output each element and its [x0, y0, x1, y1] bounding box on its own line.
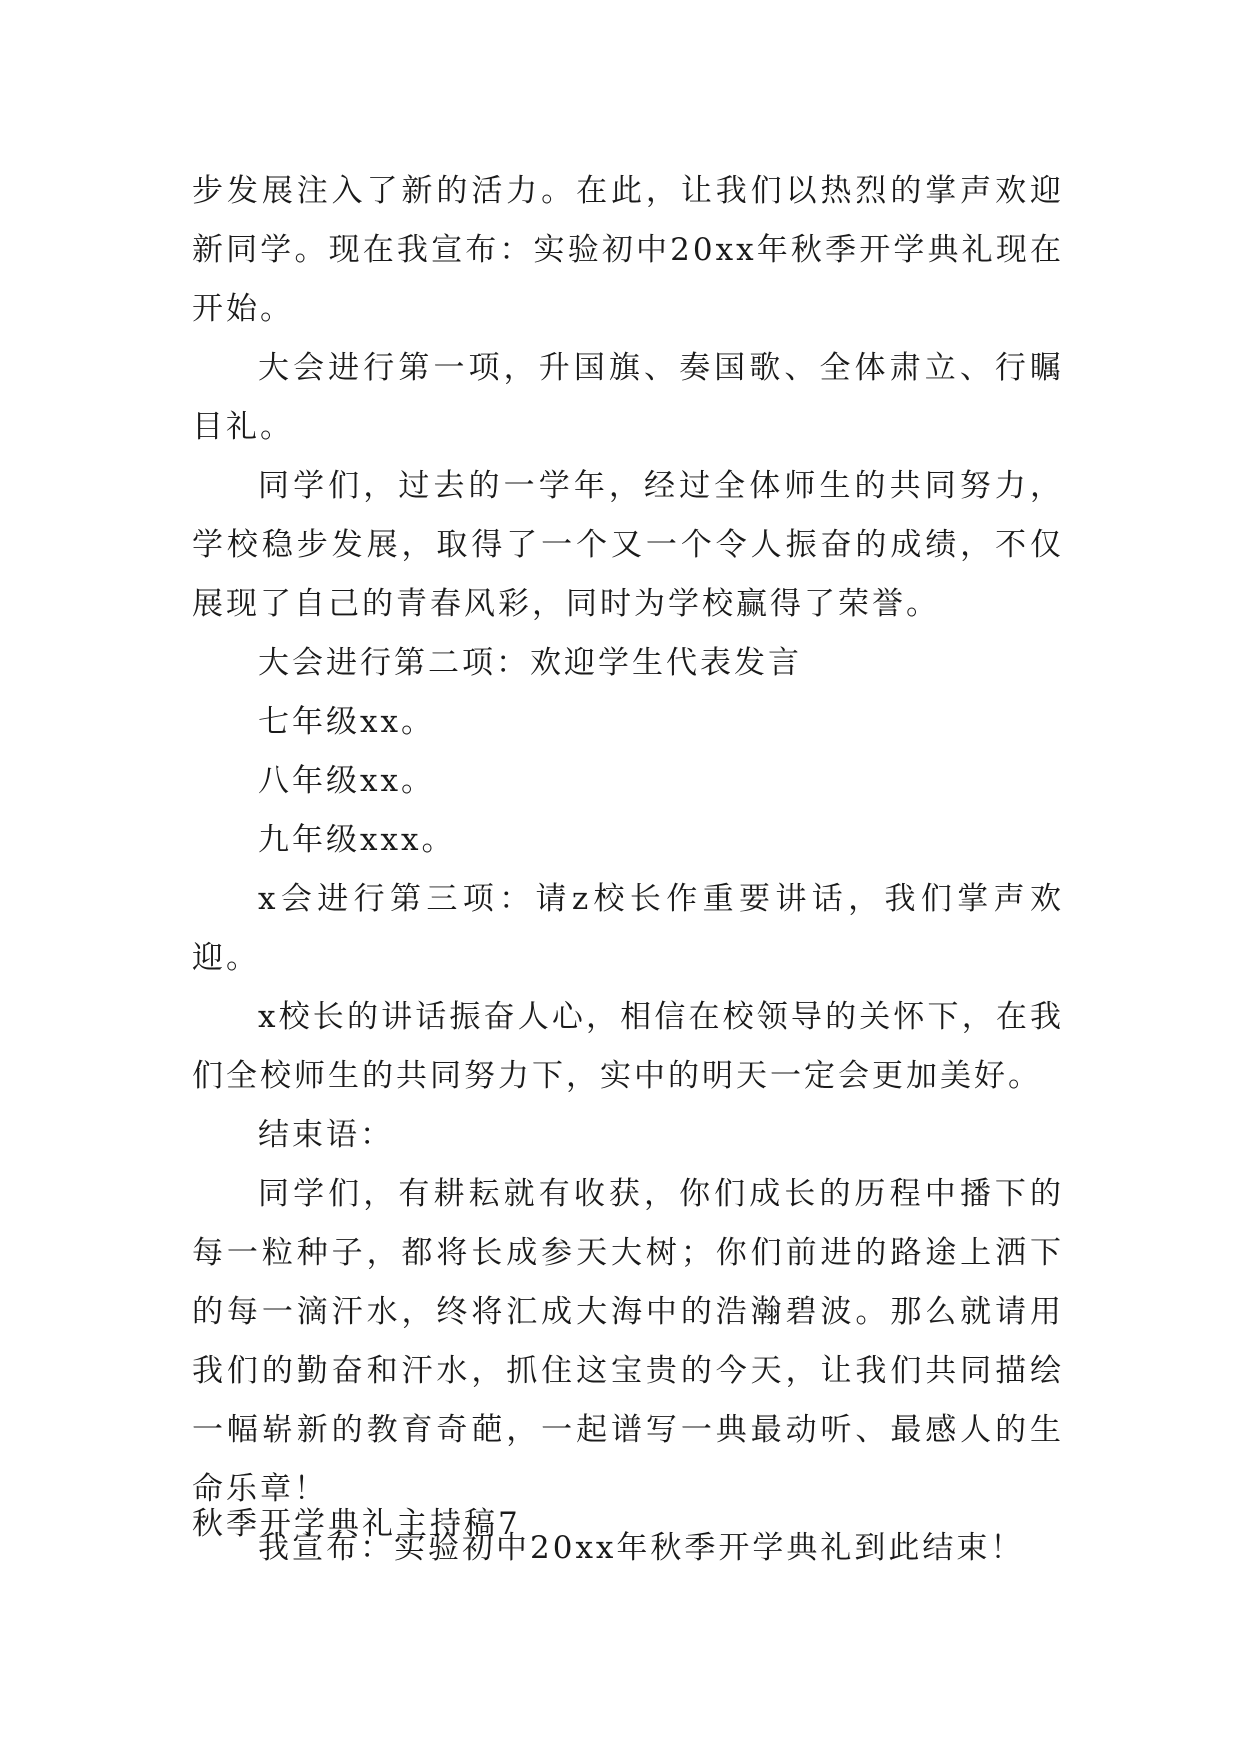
paragraph-principal-speech: x会进行第三项：请z校长作重要讲话，我们掌声欢迎。	[192, 881, 1064, 976]
paragraph-student-speech: 大会进行第二项：欢迎学生代表发言	[258, 645, 802, 681]
paragraph-principal-response: x校长的讲话振奋人心，相信在校领导的关怀下，在我们全校师生的共同努力下，实中的明天一定会更加美好。	[192, 999, 1064, 1094]
paragraph-achievements: 同学们，过去的一学年，经过全体师生的共同努力，学校稳步发展，取得了一个又一个令人振奋的成绩，不仅展现了自己的青春风彩，同时为学校赢得了荣誉。	[192, 468, 1064, 622]
section-title: 秋季开学典礼主持稿7	[192, 1506, 521, 1542]
paragraph-closing-label: 结束语：	[258, 1117, 394, 1153]
paragraph-grade-nine: 九年级xxx。	[258, 822, 456, 858]
paragraph-closing-remarks: 同学们，有耕耘就有收获，你们成长的历程中播下的每一粒种子，都将长成参天大树；你们前进的路途上洒下的每一滴汗水，终将汇成大海中的浩瀚碧波。那么就请用我们的勤奋和汗水，抓住这宝贵的今天，让我们共同描绘一幅崭新的教育奇葩，一起谱写一典最动听、最感人的生命乐章！	[192, 1176, 1064, 1507]
paragraph-closing-announcement: 我宣布：实验初中20xx年秋季开学典礼到此结束！	[258, 1530, 1025, 1566]
paragraph-flag-raising: 大会进行第一项，升国旗、奏国歌、全体肃立、行瞩目礼。	[192, 350, 1064, 445]
paragraph-grade-eight: 八年级xx。	[258, 763, 435, 799]
document-body	[192, 162, 1064, 1578]
paragraph-opening: 步发展注入了新的活力。在此，让我们以热烈的掌声欢迎新同学。现在我宣布：实验初中20xx年秋季开学典礼现在开始。	[192, 173, 1064, 327]
paragraph-grade-seven: 七年级xx。	[258, 704, 435, 740]
